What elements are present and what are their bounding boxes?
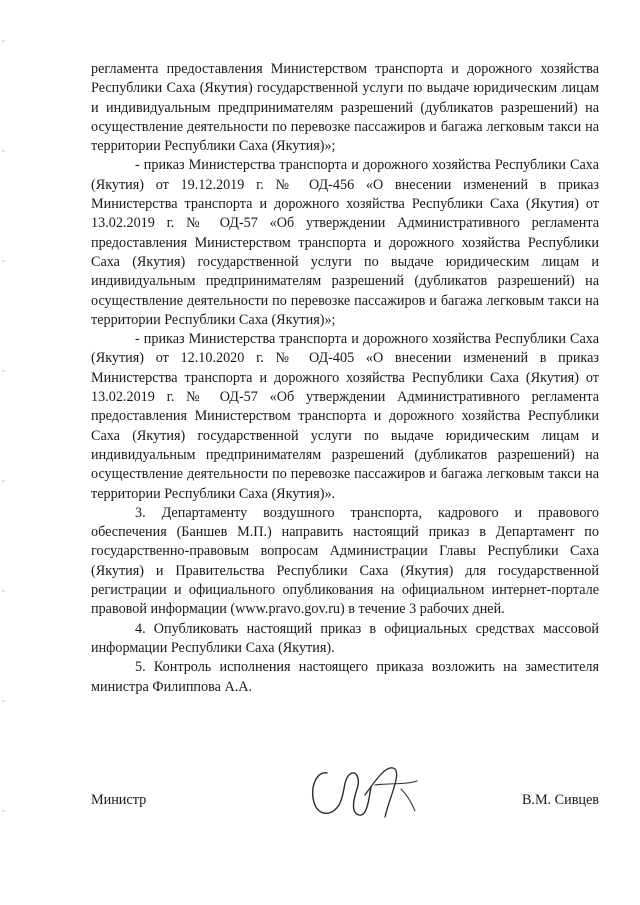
signature-block (91, 786, 599, 816)
paragraph-continuation: регламента предоставления Министерством транспорта и дорожного хозяйства Республики Саха (Якутия) государственной услуги по выдаче юридическим лицам и индивидуальным предпринимателям разрешений (дубликатов разрешений) на осуществление деятельности по перевозке пассажиров и багажа легковым такси на территории Республики Саха (Якутия)»; (91, 61, 599, 155)
paragraph-order-od-456: - приказ Министерства транспорта и дорожного хозяйства Республики Саха (Якутия) от 19.12.2019 г. № ОД-456 «О внесении изменений в приказ Министерства транспорта и дорожного хозяйства Республики Саха (Якутия) от 13.02.2019 г. № ОД-57 «Об утверждении Административного регламента предоставления Министерством транспорта и дорожного хозяйства Республики Саха (Якутия) государственной услуги по выдаче юридическим лицам и индивидуальным предпринимателям разрешений (дубликатов разрешений) на осуществление деятельности по перевозке пассажиров и багажа легковым такси на территории Республики Саха (Якутия)»; (91, 157, 599, 328)
document-body (91, 60, 599, 697)
paragraph-item-4: 4. Опубликовать настоящий приказ в официальных средствах массовой информации Республики Саха (Якутия). (91, 620, 599, 656)
paragraph-item-3: 3. Департаменту воздушного транспорта, кадрового и правового обеспечения (Баншев М.П.) направить настоящий приказ в Департамент по государственно-правовым вопросам Администрации Главы Республики Саха (Якутия) и Правительства Республики Саха (Якутия) для государственной регистрации и официального опубликования на официальном интернет-портале правовой информации (www.pravo.gov.ru) в течение 3 рабочих дней. (91, 504, 599, 618)
signer-name: В.М. Сивцев (521, 792, 599, 808)
paragraph-item-5: 5. Контроль исполнения настоящего приказа возложить на заместителя министра Филиппова А.А. (91, 659, 599, 695)
paragraph-order-od-405: - приказ Министерства транспорта и дорожного хозяйства Республики Саха (Якутия) от 12.10.2020 г. № ОД-405 «О внесении изменений в приказ Министерства транспорта и дорожного хозяйства Республики Саха (Якутия) от 13.02.2019 г. № ОД-57 «Об утверждении Административного регламента предоставления Министерством транспорта и дорожного хозяйства Республики Саха (Якутия) государственной услуги по выдаче юридическим лицам и индивидуальным предпринимателям разрешений (дубликатов разрешений) на осуществление деятельности по перевозке пассажиров и багажа легковым такси на территории Республики Саха (Якутия)». (91, 331, 599, 502)
scan-edge-marks (2, 0, 5, 905)
signer-title: Министр (91, 792, 147, 808)
